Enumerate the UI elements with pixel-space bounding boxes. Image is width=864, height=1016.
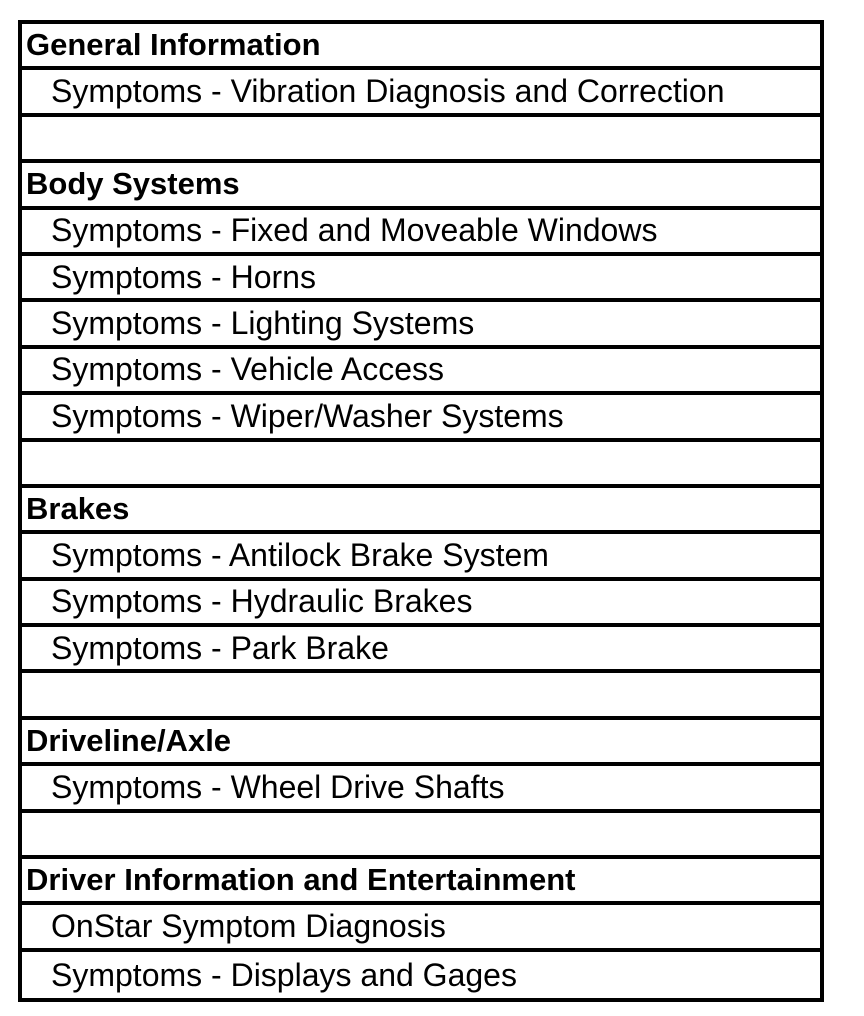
list-item-link[interactable]: Symptoms - Horns xyxy=(51,258,316,295)
list-item[interactable] xyxy=(22,349,820,395)
list-item-link[interactable]: Symptoms - Antilock Brake System xyxy=(51,536,549,573)
list-item[interactable] xyxy=(22,766,820,812)
list-item[interactable] xyxy=(22,302,820,348)
list-item[interactable] xyxy=(22,70,820,116)
section-heading-text: Driver Information and Entertainment xyxy=(26,862,576,898)
list-item-link[interactable]: Symptoms - Park Brake xyxy=(51,629,389,666)
spacer-row xyxy=(22,442,820,488)
section-heading-text: Body Systems xyxy=(26,166,240,202)
symptom-index-table xyxy=(18,20,824,1002)
section-heading xyxy=(22,859,820,905)
list-item-link[interactable]: Symptoms - Lighting Systems xyxy=(51,305,475,342)
list-item[interactable] xyxy=(22,627,820,673)
section-heading xyxy=(22,720,820,766)
section-heading-text: Brakes xyxy=(26,491,130,527)
list-item[interactable] xyxy=(22,210,820,256)
list-item-link[interactable]: Symptoms - Vehicle Access xyxy=(51,351,445,388)
section-heading xyxy=(22,488,820,534)
spacer-row xyxy=(22,673,820,719)
list-item[interactable] xyxy=(22,256,820,302)
list-item-link[interactable]: Symptoms - Wiper/Washer Systems xyxy=(51,397,564,434)
list-item[interactable] xyxy=(22,395,820,441)
list-item[interactable] xyxy=(22,534,820,580)
spacer-row xyxy=(22,117,820,163)
section-heading-text: General Information xyxy=(26,27,321,63)
section-heading xyxy=(22,163,820,209)
list-item-link[interactable]: Symptoms - Displays and Gages xyxy=(51,956,517,993)
list-item-link[interactable]: OnStar Symptom Diagnosis xyxy=(51,908,446,945)
list-item[interactable] xyxy=(22,952,820,998)
spacer-row xyxy=(22,813,820,859)
list-item-link[interactable]: Symptoms - Vibration Diagnosis and Correction xyxy=(51,73,725,110)
list-item[interactable] xyxy=(22,581,820,627)
list-item[interactable] xyxy=(22,905,820,951)
section-heading xyxy=(22,24,820,70)
section-heading-text: Driveline/Axle xyxy=(26,723,232,759)
list-item-link[interactable]: Symptoms - Hydraulic Brakes xyxy=(51,583,473,620)
list-item-link[interactable]: Symptoms - Fixed and Moveable Windows xyxy=(51,212,658,249)
list-item-link[interactable]: Symptoms - Wheel Drive Shafts xyxy=(51,768,505,805)
